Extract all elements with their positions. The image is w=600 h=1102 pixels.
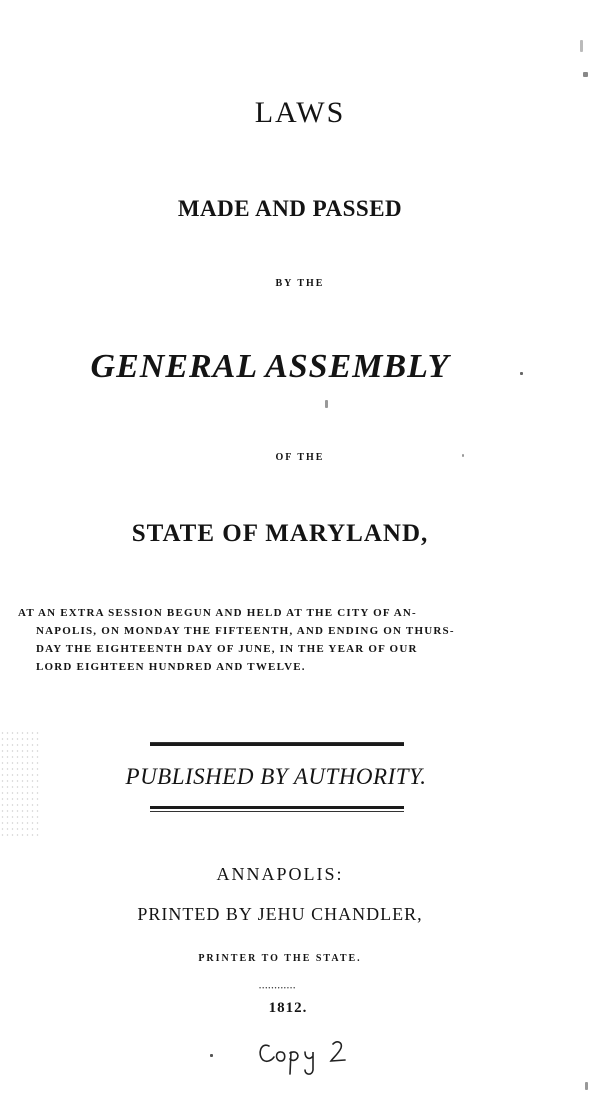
session-line: NAPOLIS, ON MONDAY THE FIFTEENTH, AND ENDING ON THURS- bbox=[36, 625, 455, 637]
of-the-label: OF THE bbox=[275, 452, 325, 463]
scan-mark bbox=[583, 72, 588, 77]
scan-mark bbox=[520, 372, 523, 375]
published-by-authority: PUBLISHED BY AUTHORITY. bbox=[125, 764, 427, 789]
publication-year: 1812. bbox=[268, 1000, 308, 1016]
printer-line: PRINTED BY JEHU CHANDLER, bbox=[137, 904, 423, 924]
scan-mark bbox=[210, 1054, 213, 1057]
subtitle: MADE AND PASSED bbox=[177, 196, 403, 221]
session-line: DAY THE EIGHTEENTH DAY OF JUNE, IN THE YEAR OF OUR bbox=[36, 643, 418, 655]
by-the-label: BY THE bbox=[275, 278, 325, 289]
scan-mark bbox=[585, 1082, 588, 1090]
document-title: LAWS bbox=[254, 96, 346, 129]
bottom-divider-rule bbox=[150, 806, 404, 812]
place-of-publication: ANNAPOLIS: bbox=[216, 864, 344, 884]
session-line: LORD EIGHTEEN HUNDRED AND TWELVE. bbox=[36, 661, 306, 673]
general-assembly-heading: GENERAL ASSEMBLY bbox=[90, 348, 450, 385]
state-heading: STATE OF MARYLAND, bbox=[131, 520, 429, 547]
printer-title: PRINTER TO THE STATE. bbox=[198, 953, 362, 964]
ornamental-dots: •••••••••••• bbox=[259, 986, 297, 992]
scan-mark bbox=[325, 400, 328, 408]
session-description bbox=[18, 604, 542, 676]
scan-mark bbox=[462, 454, 464, 457]
session-line: AT AN EXTRA SESSION BEGUN AND HELD AT THE CITY OF AN- bbox=[18, 607, 417, 619]
top-divider-rule bbox=[150, 740, 404, 746]
scan-speckle bbox=[0, 730, 40, 840]
handwritten-copy-note bbox=[255, 1030, 365, 1080]
scan-mark bbox=[580, 40, 583, 52]
